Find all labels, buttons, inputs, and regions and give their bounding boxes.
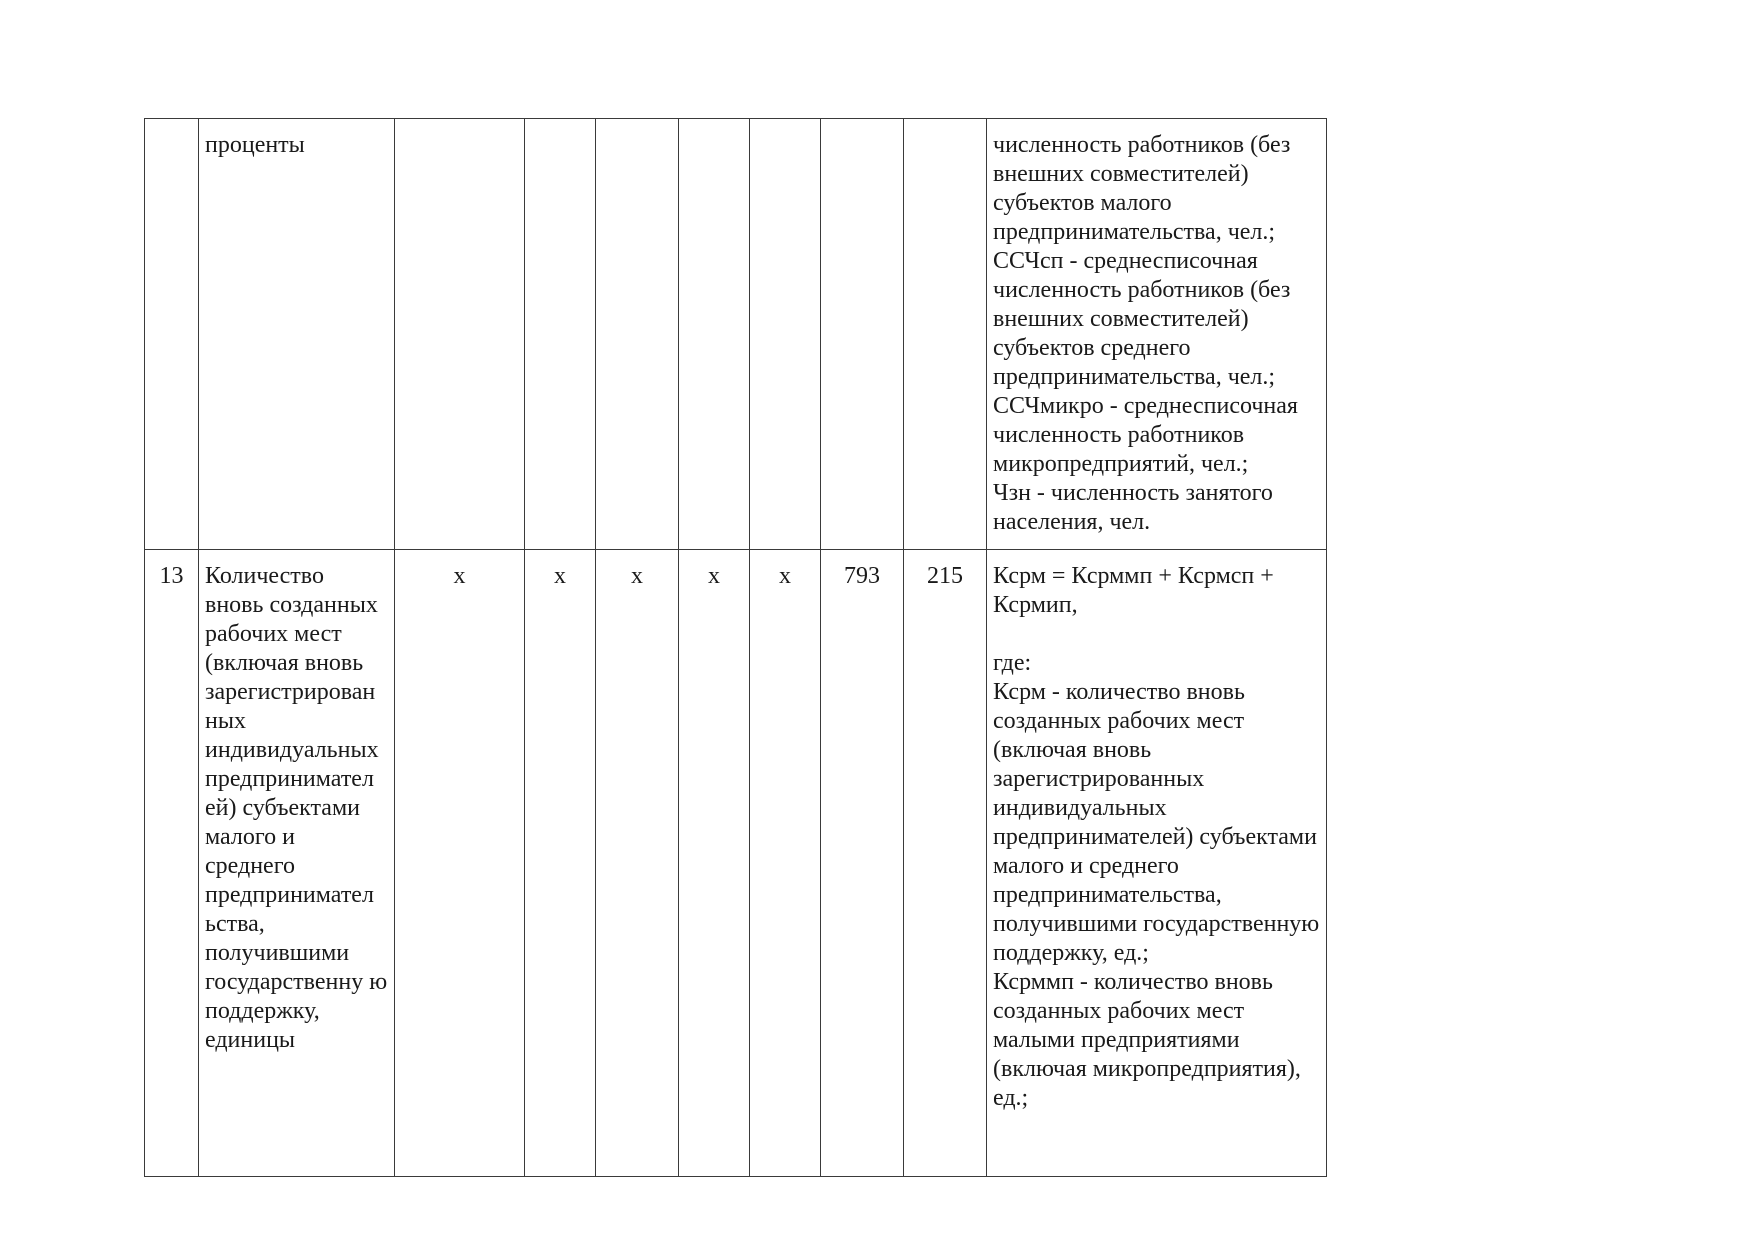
row-number: 13 (159, 563, 184, 589)
row-number-cell (145, 119, 199, 550)
value: x (779, 563, 791, 589)
indicators-table (144, 118, 1327, 1177)
value-cell (679, 550, 750, 1177)
value: x (453, 563, 466, 589)
value-cell (395, 550, 525, 1177)
value-cell (904, 119, 987, 550)
indicator-name: проценты (205, 132, 305, 158)
indicator-name: Количество вновь созданных рабочих мест (включая вновь зарегистрирован ных индивидуальных предпринимател ей) субъектами малого и среднего предпринимател ьства, получившими государственну ю поддержку, единицы (205, 563, 388, 1053)
value: x (708, 563, 720, 589)
value-cell (679, 119, 750, 550)
value-cell (821, 550, 904, 1177)
value: 215 (927, 563, 963, 589)
row-number-cell (145, 550, 199, 1177)
method-description-cell (987, 119, 1327, 550)
table-row (145, 119, 1327, 550)
table-row (145, 550, 1327, 1177)
value-cell (525, 119, 596, 550)
method-description-cell (987, 550, 1327, 1177)
value: x (554, 563, 566, 589)
value-cell (395, 119, 525, 550)
value: x (631, 563, 643, 589)
value-cell (750, 550, 821, 1177)
method-description: численность работников (без внешних совместителей) субъектов малого предпринимательства, чел.; ССЧсп - среднесписочная численность работников (без внешних совместителей) субъектов среднего предпринимательства, чел.; ССЧмикро - среднесписочная численность работников микропредприятий, чел.; Чзн - численность занятого населения, чел. (993, 132, 1298, 535)
indicator-name-cell (199, 119, 395, 550)
value-cell (596, 550, 679, 1177)
value-cell (525, 550, 596, 1177)
indicator-name-cell (199, 550, 395, 1177)
value-cell (821, 119, 904, 550)
value-cell (750, 119, 821, 550)
value-cell (596, 119, 679, 550)
value: 793 (844, 563, 880, 589)
method-description: Ксрм = Ксрммп + Ксрмсп + Ксрмип, где: Ксрм - количество вновь созданных рабочих мест (включая вновь зарегистрированных индивидуальных предпринимателей) субъектами малого и среднего предпринимательства, получившими государственную поддержку, ед.; Ксрммп - количество вновь созданных рабочих мест малыми предприятиями (включая микропредприятия), ед.; (993, 563, 1320, 1111)
value-cell (904, 550, 987, 1177)
